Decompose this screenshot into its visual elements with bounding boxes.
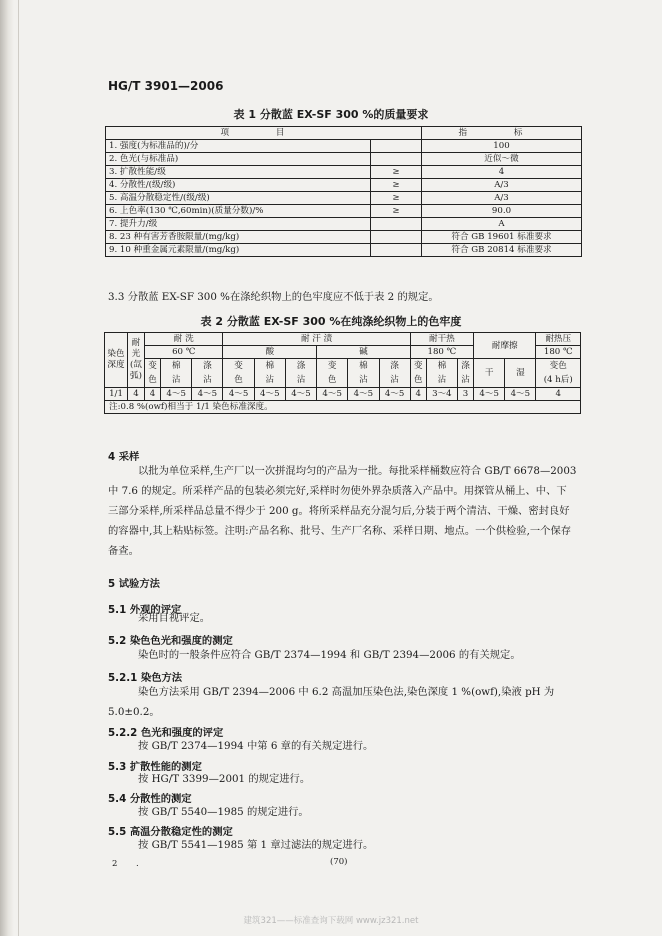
section-5-heading: 5 试验方法 xyxy=(108,578,160,590)
table-cell: 4～5 xyxy=(223,388,254,401)
table-cell: 4～5 xyxy=(379,388,410,401)
row-item: 7. 提升力/级 xyxy=(106,218,371,231)
section-5-3-heading: 5.3 扩散性能的测定 xyxy=(108,761,202,773)
table-cell: 4 xyxy=(536,388,581,401)
table-row xyxy=(106,218,582,231)
depth-header: 染色深度 xyxy=(105,333,128,388)
rub-header: 耐摩擦 xyxy=(474,333,536,359)
sub-cotton: 棉 沾 xyxy=(254,359,285,388)
footer-dot: . xyxy=(136,859,139,869)
row-item: 8. 23 种有害芳香胺限量/(mg/kg) xyxy=(106,231,371,244)
row-item: 5. 高温分散稳定性/(级/级) xyxy=(106,192,371,205)
table2-caption: 表 2 分散蓝 EX-SF 300 %在纯涤纶织物上的色牢度 xyxy=(200,315,462,328)
table-cell: 4 xyxy=(145,388,161,401)
row-item: 1. 强度(为标准品的)/分 xyxy=(106,140,371,153)
sub-change: 变 色 xyxy=(145,359,161,388)
page-number: 2 xyxy=(112,859,118,869)
table-row xyxy=(106,231,582,244)
table-cell: 4～5 xyxy=(474,388,505,401)
press-header: 耐热压 xyxy=(536,333,581,346)
press-temp: 180 ℃ xyxy=(536,346,581,359)
table-row xyxy=(106,179,582,192)
section-5-2-2-heading: 5.2.2 色光和强度的评定 xyxy=(108,727,224,739)
sub-press-change: 变色 (4 h后) xyxy=(536,359,581,388)
color-fastness-table xyxy=(104,332,581,414)
table2-note: 注:0.8 %(owf)相当于 1/1 染色标准深度。 xyxy=(105,401,581,414)
sub-dry: 干 xyxy=(474,359,505,388)
paragraph-line: 备查。 xyxy=(108,545,139,557)
col-item-header: 项 目 xyxy=(106,127,422,140)
section-5-3-text: 按 HG/T 3399—2001 的规定进行。 xyxy=(138,773,311,785)
sub-cotton: 棉 沾 xyxy=(161,359,192,388)
section-5-2-1-line1: 染色方法采用 GB/T 2394—2006 中 6.2 高温加压染色法,染色深度 1 %(owf),染液 pH 为 xyxy=(138,686,555,698)
row-symbol xyxy=(371,140,422,153)
row-symbol xyxy=(371,218,422,231)
paragraph-line: 中 7.6 的规定。所采样产品的包装必须完好,采样时勿使外界杂质落入产品中。用探管从桶上、中、下 xyxy=(108,485,567,497)
table-cell: 4～5 xyxy=(285,388,316,401)
table-row xyxy=(106,153,582,166)
section-5-1-text: 采用目视评定。 xyxy=(138,612,211,624)
table-cell: 4 xyxy=(128,388,145,401)
row-value: A xyxy=(422,218,582,231)
row-value: 4 xyxy=(422,166,582,179)
section-5-2-1-heading: 5.2.1 染色方法 xyxy=(108,672,183,684)
section-4-heading: 4 采样 xyxy=(108,451,140,463)
dryheat-temp: 180 ℃ xyxy=(410,346,473,359)
section-5-4-text: 按 GB/T 5540—1985 的规定进行。 xyxy=(138,806,309,818)
row-symbol xyxy=(371,244,422,257)
sweat-header: 耐 汗 渍 xyxy=(223,333,410,346)
sub-cotton: 棉 沾 xyxy=(426,359,457,388)
section-5-2-1-line2: 5.0±0.2。 xyxy=(108,706,160,718)
col-spec-header: 指 标 xyxy=(422,127,582,140)
alkali-header: 碱 xyxy=(317,346,411,359)
table-cell: 3～4 xyxy=(426,388,457,401)
row-value: A/3 xyxy=(422,179,582,192)
paragraph-line: 的容器中,其上粘贴标签。注明:产品名称、批号、生产厂名称、采样日期、地点。一个供检验,一个保存 xyxy=(108,525,572,537)
acid-header: 酸 xyxy=(223,346,317,359)
clause-3-3: 3.3 分散蓝 EX-SF 300 %在涤纶织物上的色牢度应不低于表 2 的规定。 xyxy=(108,291,439,303)
row-value: 90.0 xyxy=(422,205,582,218)
sub-cotton: 棉 沾 xyxy=(348,359,379,388)
section-5-1-heading: 5.1 外观的评定 xyxy=(108,604,182,616)
row-item: 6. 上色率(130 ℃,60min)(质量分数)/% xyxy=(106,205,371,218)
table-row xyxy=(106,205,582,218)
table-cell: 4～5 xyxy=(192,388,223,401)
table-cell: 4～5 xyxy=(317,388,348,401)
sub-change: 变 色 xyxy=(410,359,426,388)
wash-header: 耐 洗 xyxy=(145,333,223,346)
sub-polyester: 涤 沾 xyxy=(457,359,473,388)
standard-number: HG/T 3901—2006 xyxy=(108,79,224,93)
sub-polyester: 涤 沾 xyxy=(285,359,316,388)
scan-line xyxy=(18,0,19,936)
quality-requirements-table xyxy=(105,126,582,257)
row-value: 符合 GB 19601 标准要求 xyxy=(422,231,582,244)
dryheat-header: 耐干热 xyxy=(410,333,473,346)
row-symbol: ≥ xyxy=(371,166,422,179)
table-row xyxy=(106,140,582,153)
sub-change: 变 色 xyxy=(223,359,254,388)
light-header: 耐光(氙弧) xyxy=(128,333,145,388)
row-value: A/3 xyxy=(422,192,582,205)
table-cell: 3 xyxy=(457,388,473,401)
table-cell: 4～5 xyxy=(254,388,285,401)
row-symbol xyxy=(371,231,422,244)
section-5-4-heading: 5.4 分散性的测定 xyxy=(108,793,192,805)
section-5-2-heading: 5.2 染色色光和强度的测定 xyxy=(108,635,233,647)
table-row xyxy=(106,192,582,205)
table-cell: 4～5 xyxy=(348,388,379,401)
section-5-5-text: 按 GB/T 5541—1985 第 1 章过滤法的规定进行。 xyxy=(138,839,374,851)
section-5-2-text: 染色时的一般条件应符合 GB/T 2374—1994 和 GB/T 2394—2006 的有关规定。 xyxy=(138,649,521,661)
table-cell: 4～5 xyxy=(505,388,536,401)
paragraph-line: 以批为单位采样,生产厂以一次拼混均匀的产品为一批。每批采样桶数应符合 GB/T 6678—2003 xyxy=(138,465,577,477)
sheet-number: (70) xyxy=(330,857,348,867)
scan-shadow xyxy=(0,0,14,936)
row-symbol: ≥ xyxy=(371,192,422,205)
row-value: 100 xyxy=(422,140,582,153)
table-cell: 1/1 xyxy=(105,388,128,401)
sub-change: 变 色 xyxy=(317,359,348,388)
table1-caption: 表 1 分散蓝 EX-SF 300 %的质量要求 xyxy=(233,108,429,121)
sub-wet: 湿 xyxy=(505,359,536,388)
section-5-2-2-text: 按 GB/T 2374—1994 中第 6 章的有关规定进行。 xyxy=(138,740,374,752)
row-symbol: ≥ xyxy=(371,205,422,218)
table-row xyxy=(105,388,581,401)
table-row xyxy=(106,244,582,257)
table-cell: 4 xyxy=(410,388,426,401)
sub-polyester: 涤 沾 xyxy=(192,359,223,388)
row-symbol xyxy=(371,153,422,166)
section-5-5-heading: 5.5 高温分散稳定性的测定 xyxy=(108,826,233,838)
row-item: 3. 扩散性能/级 xyxy=(106,166,371,179)
table-cell: 4～5 xyxy=(161,388,192,401)
row-value: 近似～微 xyxy=(422,153,582,166)
sub-polyester: 涤 沾 xyxy=(379,359,410,388)
row-value: 符合 GB 20814 标准要求 xyxy=(422,244,582,257)
row-item: 9. 10 种重金属元素限量/(mg/kg) xyxy=(106,244,371,257)
table-row xyxy=(106,166,582,179)
row-item: 4. 分散性/(级/级) xyxy=(106,179,371,192)
row-item: 2. 色光(与标准品) xyxy=(106,153,371,166)
row-symbol: ≥ xyxy=(371,179,422,192)
wash-temp: 60 ℃ xyxy=(145,346,223,359)
paragraph-line: 三部分采样,所采样品总量不得少于 200 g。将所采样品充分混匀后,分装于两个清洁、干燥、密封良好 xyxy=(108,505,570,517)
site-watermark: 建筑321——标准查询下载网 www.jz321.net xyxy=(243,916,419,926)
